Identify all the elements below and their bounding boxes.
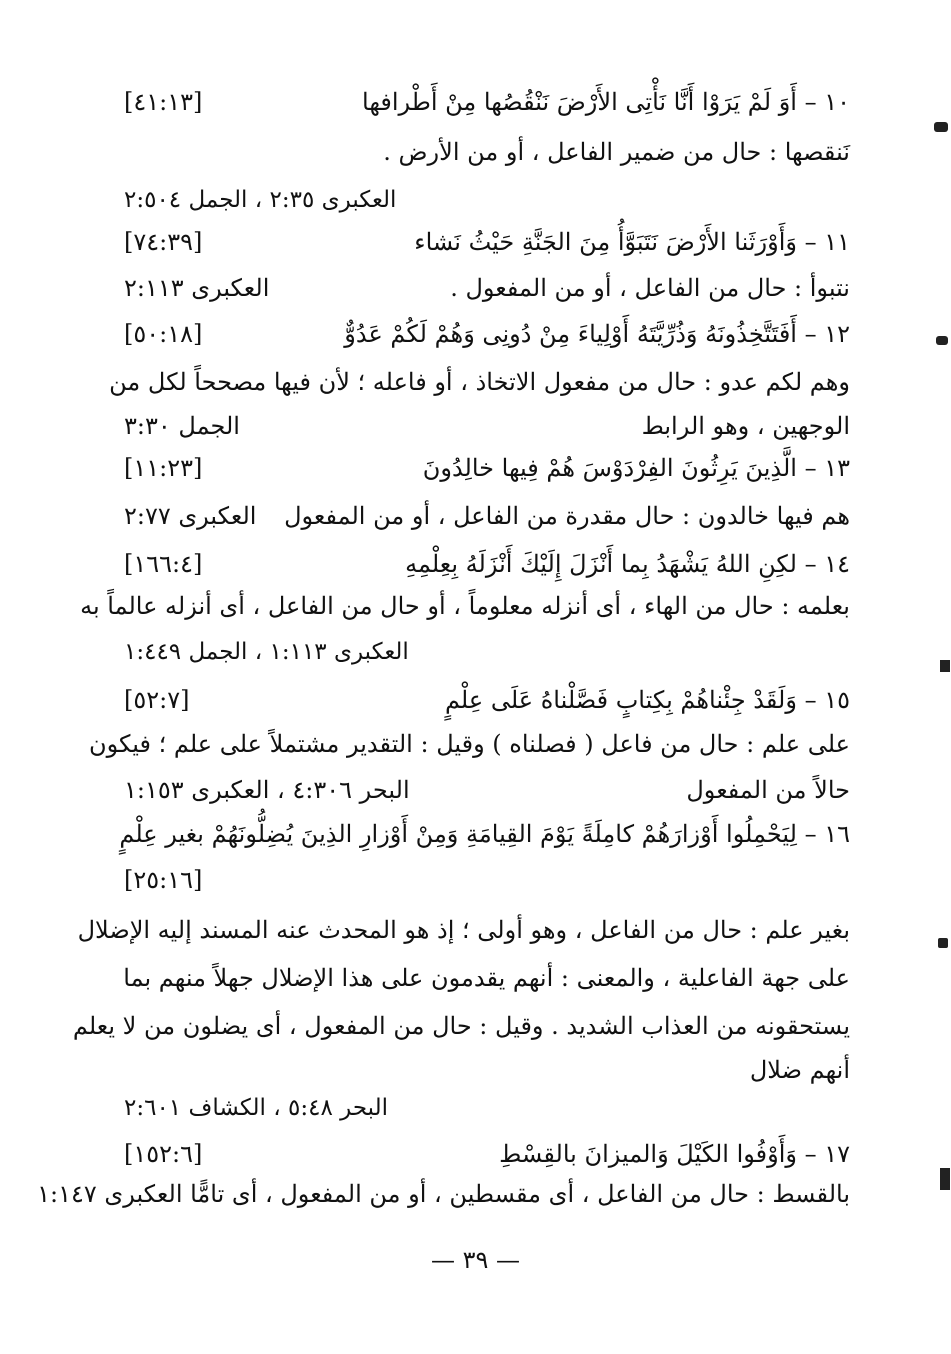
line-text: على جهة الفاعلية ، والمعنى : أنهم يقدمون على هذا الإضلال جهلاً منهم بما — [123, 964, 850, 992]
source-citation: البحر ٥:٤٨ ، الكشاف ٢:٦٠١ — [124, 1095, 388, 1121]
reference: [١١:٢٣] — [124, 454, 203, 482]
reference: الجمل ٣:٣٠ — [124, 412, 240, 440]
line-text: الوجهين ، وهو الرابط — [641, 412, 850, 440]
line-text: يستحقونه من العذاب الشديد . وقيل : حال من المفعول ، أى يضلون من لا يعلم — [72, 1012, 850, 1040]
page-number: — ٣٩ — — [430, 1246, 521, 1274]
text-line — [77, 908, 850, 952]
text-line — [88, 722, 850, 766]
margin-mark — [934, 122, 948, 132]
text-line — [118, 542, 850, 586]
text-line — [118, 1086, 850, 1130]
text-line — [118, 812, 850, 856]
text-line — [118, 768, 850, 812]
line-text: أنهم ضلال — [749, 1056, 850, 1084]
line-text: ١١ – وَأَوْرَثَنا الأَرْضَ نَتَبَوَّأُ مِنَ الجَنَّةِ حَيْثُ نَشاء — [414, 228, 850, 256]
reference: [٧٤:٣٩] — [124, 228, 203, 256]
line-text: نَنقصها : حال من ضمير الفاعل ، أو من الأرض . — [383, 138, 850, 166]
text-line — [118, 266, 850, 310]
reference: [١٦٦:٤] — [124, 550, 203, 578]
line-text: على علم : حال من فاعل ( فصلناه ) وقيل : التقدير مشتملاً على علم ؛ فيكون — [88, 730, 850, 758]
reference: [٥٢:٧] — [124, 686, 190, 714]
source-citation: العكبرى ١:١١٣ ، الجمل ١:٤٤٩ — [124, 639, 409, 665]
text-line — [37, 1172, 850, 1216]
reference: العكبرى ٢:٧٧ — [124, 502, 257, 530]
line-text: ١٦ – لِيَحْمِلُوا أَوْزارَهُمْ كامِلَةً يَوْمَ القِيامَةِ وَمِنْ أَوْزارِ الذِينَ يُضِلُّونَهُمْ بغير عِلْمٍ — [119, 820, 850, 848]
text-line — [118, 678, 850, 722]
line-text: نتبوأ : حال من الفاعل ، أو من المفعول . — [450, 274, 850, 302]
reference: [٤١:١٣] — [124, 88, 203, 116]
line-text: ١٥ – وَلَقَدْ جِئْناهُمْ بِكِتابٍ فَصَّلْناهُ عَلَى عِلْمٍ — [444, 686, 850, 714]
line-text: ١٣ – الَّذِينَ يَرِثُونَ الفِرْدَوْسَ هُمْ فِيها خالِدُونَ — [422, 454, 850, 482]
text-line — [118, 312, 850, 356]
reference: العكبرى ٢:١١٣ — [124, 274, 270, 302]
text-line — [118, 130, 850, 174]
text-line — [109, 360, 850, 404]
margin-mark — [936, 336, 948, 345]
text-line — [118, 404, 850, 448]
line-text: حالاً من المفعول — [686, 776, 850, 804]
line-text: هم فيها خالدون : حال مقدرة من الفاعل ، أو من المفعول — [284, 502, 850, 530]
margin-mark — [940, 660, 950, 672]
text-line — [118, 220, 850, 264]
margin-mark — [940, 1168, 950, 1190]
reference: [٥٠:١٨] — [124, 320, 203, 348]
line-text: ١٧ – وَأَوْفُوا الكَيْلَ وَالميزانَ بالقِسْطِ — [499, 1140, 850, 1168]
line-text: بغير علم : حال من الفاعل ، وهو أولى ؛ إذ هو المحدث عنه المسند إليه الإضلال — [77, 916, 850, 944]
line-text: وهم لكم عدو : حال من مفعول الاتخاذ ، أو فاعله ؛ لأن فيها مصححاً لكل من — [109, 368, 850, 396]
margin-mark — [938, 938, 948, 948]
text-line — [80, 584, 850, 628]
line-text: ١٤ – لكِنِ اللهُ يَشْهَدُ بِما أَنْزَلَ إِلَيْكَ أَنْزَلَهُ بِعِلْمِهِ — [405, 550, 850, 578]
reference: [١٥٢:٦] — [124, 1140, 203, 1168]
text-line — [118, 494, 850, 538]
text-line — [118, 858, 850, 902]
text-line — [118, 178, 850, 222]
text-line — [118, 630, 850, 674]
text-line — [118, 446, 850, 490]
reference: البحر ٤:٣٠٦ ، العكبرى ١:١٥٣ — [124, 776, 410, 804]
text-line — [118, 1132, 850, 1176]
line-text: ١٢ – أَفَتَتَّخِذُونَهُ وَذُرِّيَّتَهُ أَوْلِياءَ مِنْ دُونِى وَهُمْ لَكُمْ عَدُوٌّ — [344, 320, 850, 348]
text-line — [72, 1004, 850, 1048]
line-text: بالقسط : حال من الفاعل ، أى مقسطين ، أو من المفعول ، أى تامًّا العكبرى ١:١٤٧ — [37, 1180, 850, 1208]
text-line — [118, 956, 850, 1000]
source-citation: العكبرى ٢:٣٥ ، الجمل ٢:٥٠٤ — [124, 187, 397, 213]
line-text: بعلمه : حال من الهاء ، أى أنزله معلوماً ، أو حال من الفاعل ، أى أنزله عالماً به — [80, 592, 850, 620]
line-text: ١٠ – أَوَ لَمْ يَرَوْا أَنَّا نَأْتِى الأَرْضَ نَنْقُصُها مِنْ أَطْرافها — [362, 88, 850, 116]
text-line — [118, 80, 850, 124]
reference: [٢٥:١٦] — [124, 866, 203, 894]
